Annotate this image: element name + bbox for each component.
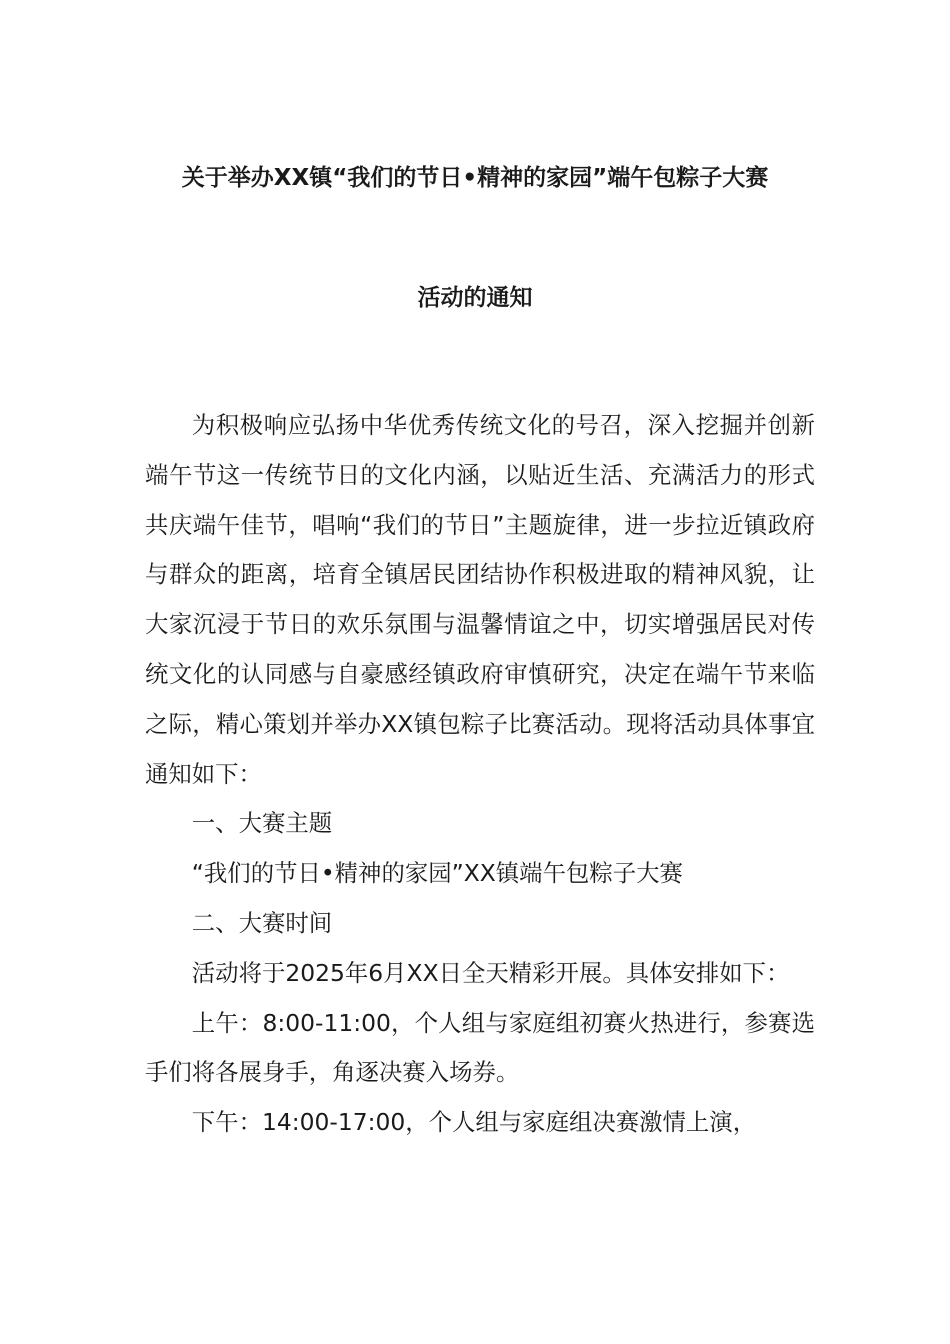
document-title-line-2: 活动的通知 (417, 285, 533, 311)
section-heading-theme: 一、大赛主题 (191, 809, 333, 838)
morning-schedule: 上午：8:00-11:00，个人组与家庭组初赛火热进行，参赛选手们将各展身手，角逐决赛入场券。 (145, 1008, 815, 1087)
afternoon-schedule: 下午：14:00-17:00，个人组与家庭组决赛激情上演， (191, 1108, 757, 1137)
time-paragraph: 活动将于2025年6月XX日全天精彩开展。具体安排如下： (191, 958, 790, 987)
theme-text: “我们的节日•精神的家园”XX镇端午包粽子大赛 (191, 859, 683, 888)
section-heading-time: 二、大赛时间 (191, 908, 333, 937)
intro-paragraph: 为积极响应弘扬中华优秀传统文化的号召，深入挖掘并创新端午节这一传统节日的文化内涵，以贴近生活、充满活力的形式共庆端午佳节，唱响“我们的节日”主题旋律，进一步拉近镇政府与群众的距离，培育全镇居民团结协作积极进取的精神风貌，让大家沉浸于节日的欢乐氛围与温馨情谊之中，切实增强居民对传统文化的认同感与自豪感经镇政府审慎研究，决定在端午节来临之际，精心策划并举办XX镇包粽子比赛活动。现将活动具体事宜通知如下： (145, 411, 815, 788)
document-body (145, 401, 815, 1148)
document-title-line-1: 关于举办XX镇“我们的节日•精神的家园”端午包粽子大赛 (181, 165, 769, 191)
